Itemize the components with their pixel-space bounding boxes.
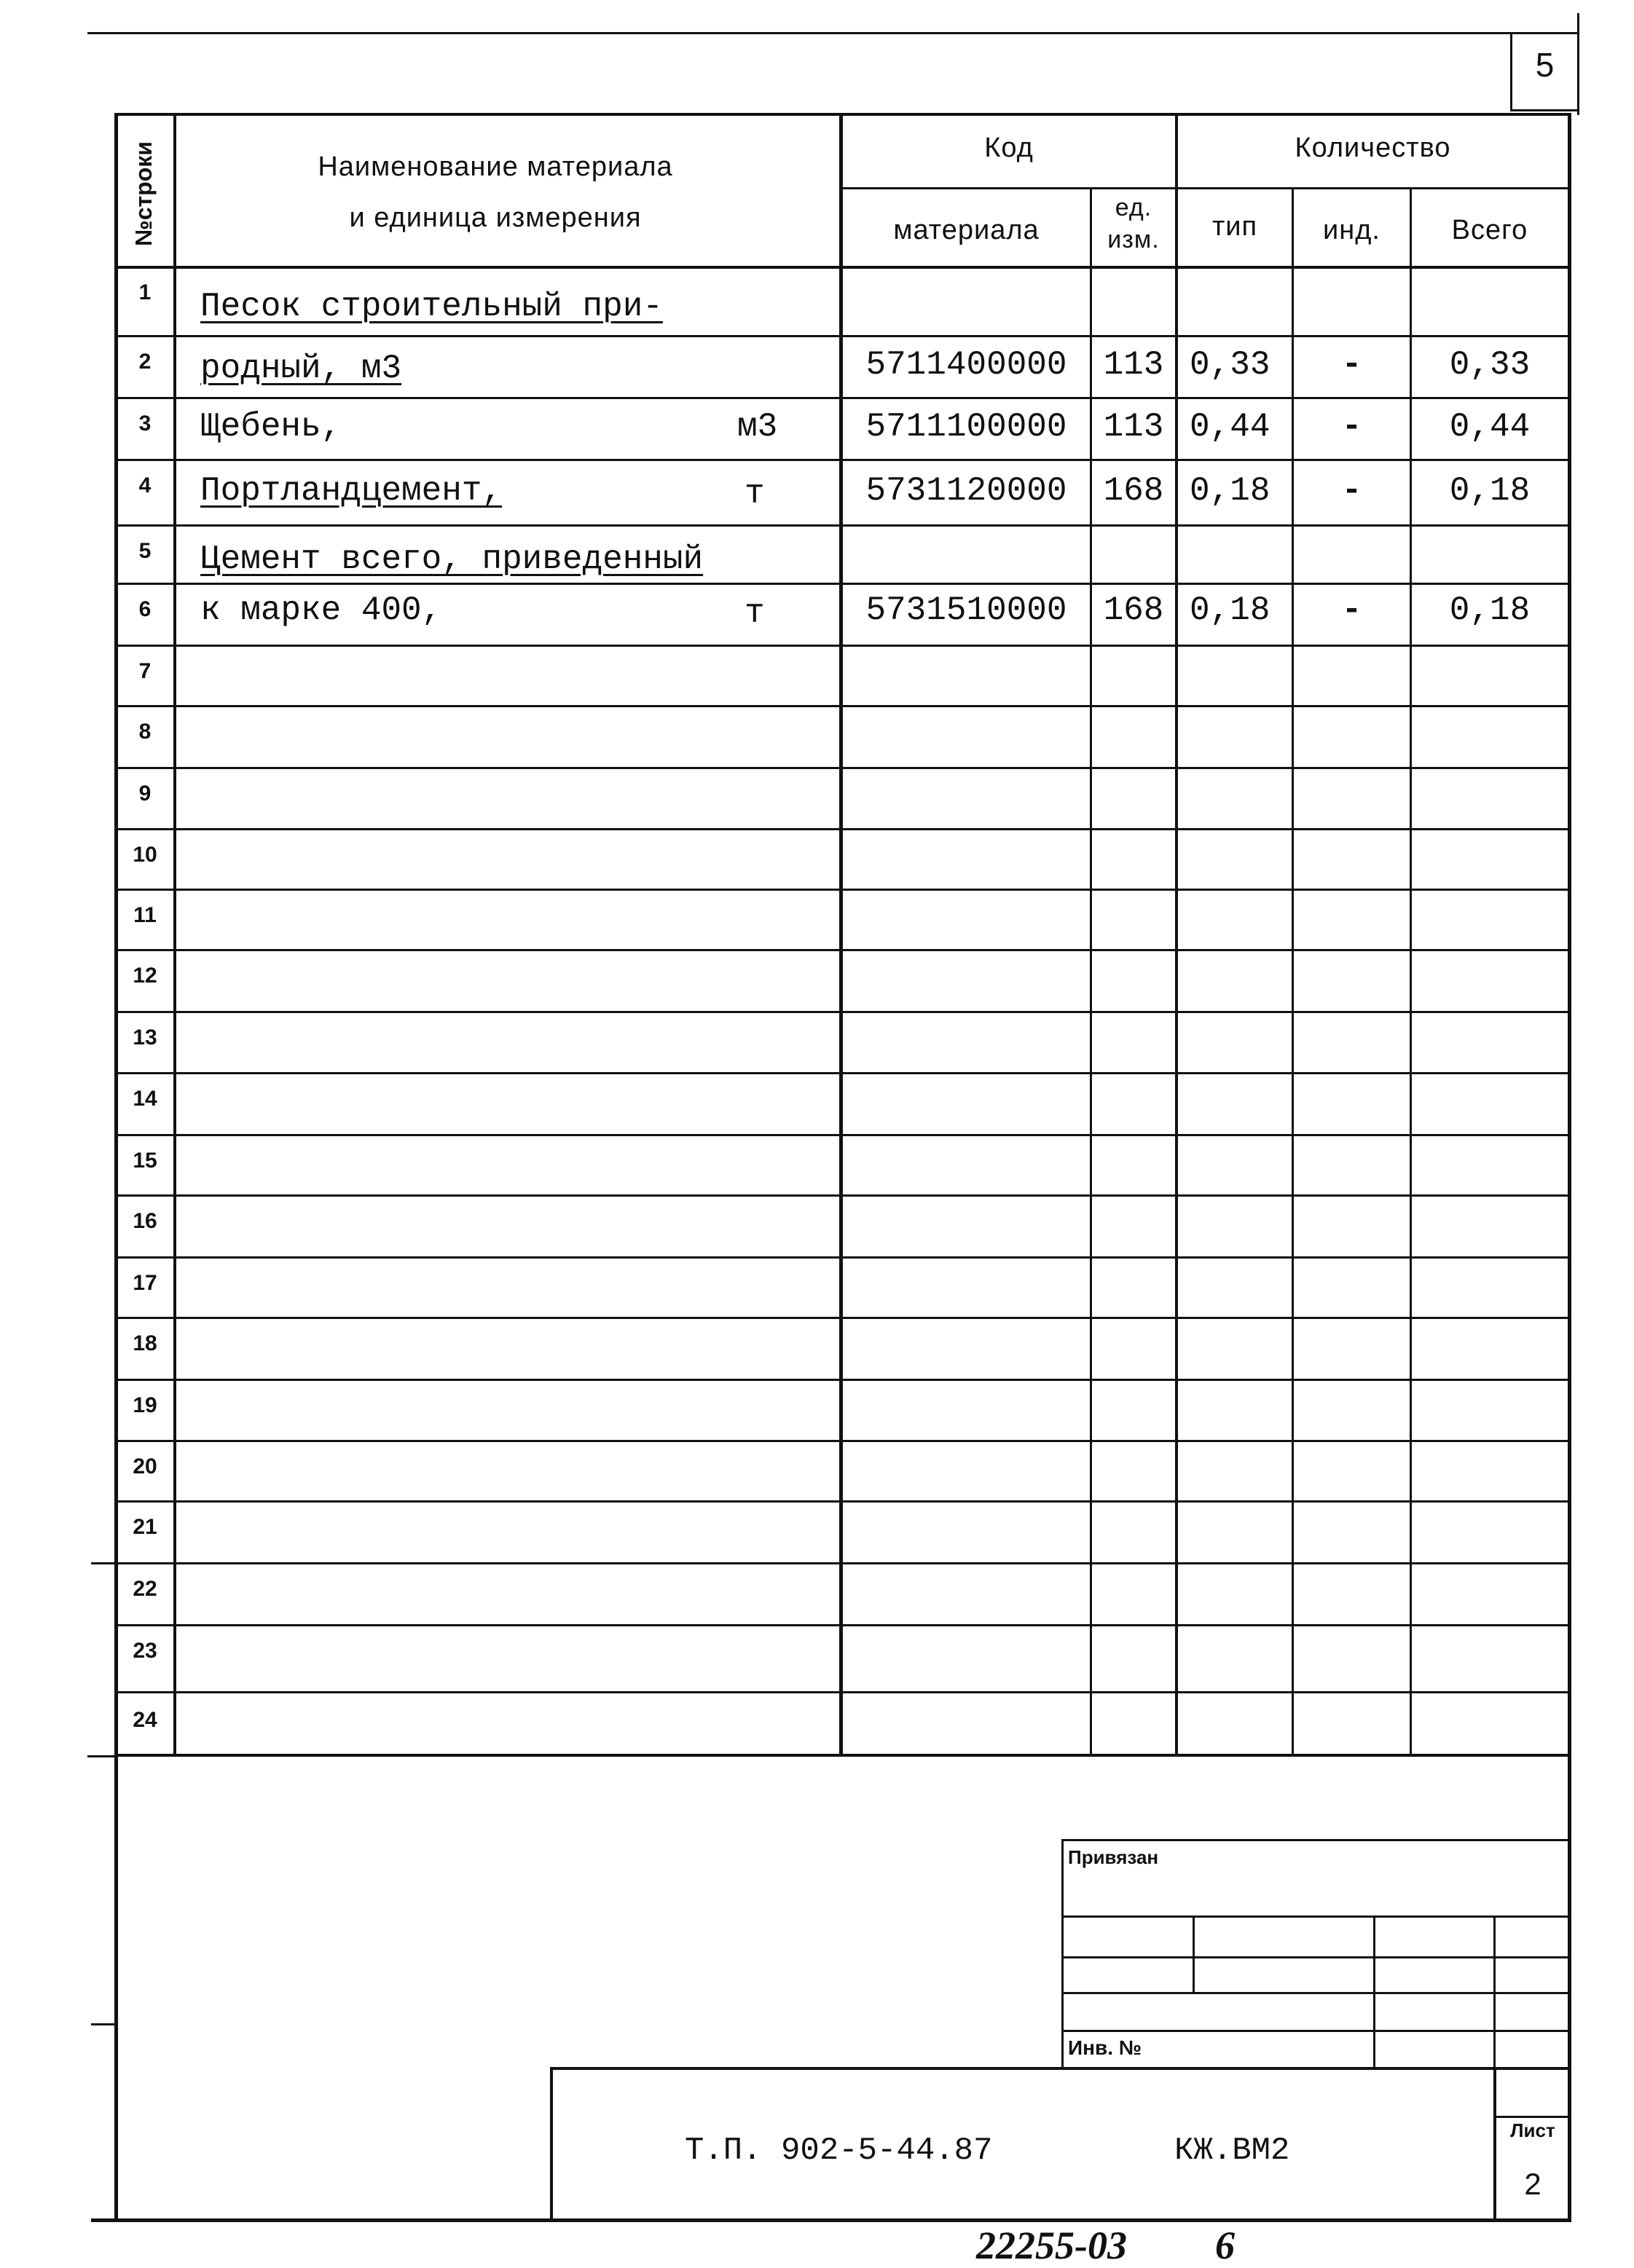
row-number: 19 [133, 1393, 157, 1417]
typ-header: тип [1211, 211, 1258, 242]
material-code: 5711100000 [865, 408, 1067, 446]
row-number-header: №строки [130, 141, 157, 246]
material-name: Щебень, [200, 408, 342, 446]
row-number: 12 [133, 964, 157, 988]
unit-header-line1: ед. [1115, 194, 1152, 221]
row-number: 3 [138, 412, 152, 436]
row-number: 5 [138, 539, 152, 563]
ind-header: инд. [1323, 215, 1380, 245]
material-unit-label: т [745, 594, 765, 632]
row-number: 9 [138, 781, 152, 806]
doc-code: Т.П. 902-5-44.87 [685, 2133, 993, 2169]
material-code: 5731120000 [865, 472, 1067, 510]
row-number: 6 [138, 597, 152, 621]
material-name: Песок строительный при- [200, 288, 663, 326]
unit-code: 113 [1103, 408, 1164, 446]
row-number: 2 [138, 350, 152, 374]
quantity-typ: 0,33 [1190, 346, 1270, 384]
quantity-ind: - [1341, 408, 1362, 446]
quantity-header: Количество [1295, 133, 1451, 163]
material-name: к марке 400, [200, 591, 442, 629]
row-number: 24 [133, 1708, 157, 1732]
sheet-number: 2 [1524, 2167, 1541, 2201]
code-header: Код [984, 133, 1034, 163]
material-code: 5711400000 [865, 346, 1067, 384]
row-number: 17 [133, 1271, 157, 1295]
row-number: 4 [138, 473, 152, 497]
quantity-typ: 0,18 [1190, 591, 1270, 629]
row-number: 7 [138, 659, 152, 683]
material-header: материала [893, 215, 1040, 245]
row-number: 15 [133, 1149, 157, 1173]
stamp-inv-label: Инв. № [1068, 2036, 1142, 2059]
row-number: 11 [133, 903, 157, 927]
row-number: 10 [133, 843, 157, 867]
row-number: 14 [133, 1087, 157, 1111]
row-number: 1 [138, 280, 152, 304]
row-number: 21 [133, 1515, 157, 1539]
row-number: 22 [133, 1577, 157, 1601]
quantity-typ: 0,18 [1190, 472, 1270, 510]
row-number: 18 [133, 1331, 157, 1355]
material-unit-label: т [745, 475, 765, 513]
row-number: 8 [138, 720, 152, 744]
material-code: 5731510000 [865, 591, 1067, 629]
quantity-total: 0,18 [1449, 591, 1531, 629]
row-number: 23 [133, 1639, 157, 1663]
unit-code: 113 [1103, 346, 1164, 384]
sheet-label: Лист [1510, 2119, 1555, 2141]
quantity-total: 0,18 [1449, 472, 1531, 510]
quantity-ind: - [1341, 346, 1362, 384]
quantity-ind: - [1341, 591, 1362, 629]
quantity-typ: 0,44 [1190, 408, 1270, 446]
unit-header-line2: изм. [1107, 226, 1160, 253]
name-header-line2: и единица измерения [349, 202, 642, 233]
page-number: 5 [1535, 46, 1555, 84]
unit-code: 168 [1103, 472, 1164, 510]
quantity-total: 0,33 [1449, 346, 1531, 384]
unit-code: 168 [1103, 591, 1164, 629]
material-name: родный, м3 [200, 350, 402, 387]
footer-document-number: 22255-03 [976, 2224, 1127, 2267]
row-number: 13 [133, 1025, 157, 1050]
material-unit-label: м3 [737, 408, 778, 446]
name-header-line1: Наименование материала [318, 151, 673, 182]
quantity-total: 0,44 [1449, 408, 1531, 446]
total-header: Всего [1451, 215, 1528, 245]
material-name: Портландцемент, [200, 472, 503, 510]
material-name: Цемент всего, приведенный [200, 540, 704, 578]
footer-page-number: 6 [1215, 2224, 1235, 2267]
row-number: 20 [133, 1454, 157, 1478]
row-number: 16 [133, 1209, 157, 1233]
doc-mark: КЖ.ВМ2 [1174, 2133, 1290, 2169]
quantity-ind: - [1341, 472, 1362, 510]
stamp-bound-label: Привязан [1068, 1846, 1159, 1868]
